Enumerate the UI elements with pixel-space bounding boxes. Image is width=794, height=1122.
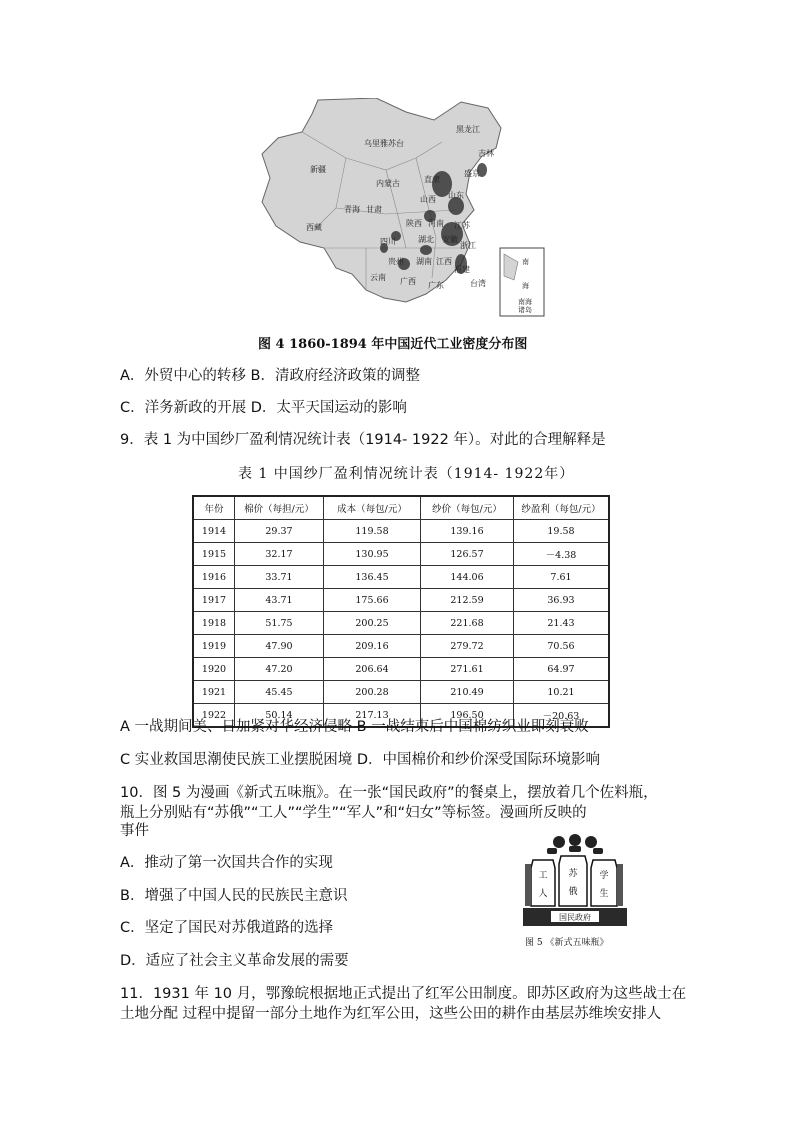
table-cell: 7.61 bbox=[514, 566, 610, 589]
bottle-label: 生 bbox=[599, 889, 609, 899]
map-label: 山西 bbox=[420, 195, 436, 204]
map-label: 西藏 bbox=[306, 223, 322, 232]
cotton-mill-profit-table bbox=[192, 495, 610, 728]
map-caption: 图 4 1860-1894 年中国近代工业密度分布图 bbox=[258, 337, 528, 352]
table-cell: 210.49 bbox=[421, 681, 514, 704]
map-label: 直隶 bbox=[424, 175, 440, 184]
table-cell: 212.59 bbox=[421, 589, 514, 612]
map-label: 广西 bbox=[400, 277, 416, 286]
table-cell: 175.66 bbox=[324, 589, 421, 612]
map-label: 内蒙古 bbox=[376, 179, 400, 188]
column-header: 纱价（每包/元） bbox=[421, 496, 514, 520]
map-label: 青海 bbox=[344, 205, 360, 214]
cartoon-caption: 图 5 《新式五味瓶》 bbox=[525, 938, 609, 948]
table-row bbox=[193, 658, 609, 681]
q8-option-ab: A．外贸中心的转移 B．清政府经济政策的调整 bbox=[120, 368, 420, 384]
q9-option-cd: C 实业救国思潮使民族工业摆脱困境 D．中国棉价和纱价深受国际环境影响 bbox=[120, 752, 601, 768]
table-cell: 1917 bbox=[193, 589, 235, 612]
table-cell: 206.64 bbox=[324, 658, 421, 681]
q11-line2: 土地分配 过程中提留一部分土地作为红军公田，这些公田的耕作由基层苏维埃安排人 bbox=[120, 1006, 662, 1022]
table-cell: 279.72 bbox=[421, 635, 514, 658]
table-cell: 139.16 bbox=[421, 520, 514, 543]
cartoon-table-label: 国民政府 bbox=[559, 913, 591, 922]
map-label: 河南 bbox=[428, 219, 444, 228]
map-label: 浙江 bbox=[460, 241, 476, 250]
table-cell: 47.20 bbox=[235, 658, 324, 681]
table-cell: 209.16 bbox=[324, 635, 421, 658]
table-cell: 64.97 bbox=[514, 658, 610, 681]
map-label: 江苏 bbox=[454, 221, 470, 230]
svg-text:海: 海 bbox=[522, 282, 529, 290]
table-cell: 70.56 bbox=[514, 635, 610, 658]
map-label: 湖南 bbox=[416, 257, 432, 266]
table-cell: 1921 bbox=[193, 681, 235, 704]
svg-text:南海: 南海 bbox=[518, 298, 532, 306]
q10-option-c: C．坚定了国民对苏俄道路的选择 bbox=[120, 920, 334, 936]
map-label: 台湾 bbox=[470, 279, 486, 288]
table-cell: 19.58 bbox=[514, 520, 610, 543]
table-cell: 119.58 bbox=[324, 520, 421, 543]
table-cell: 32.17 bbox=[235, 543, 324, 566]
table-cell: －20.63 bbox=[514, 704, 610, 728]
map-label: 湖北 bbox=[418, 235, 434, 244]
table-header-row bbox=[193, 496, 609, 520]
table-cell: 271.61 bbox=[421, 658, 514, 681]
map-label: 山东 bbox=[448, 191, 464, 200]
bottle-label: 工 bbox=[538, 871, 548, 881]
q11-line1: 11．1931 年 10 月，鄂豫皖根据地正式提出了红军公田制度。即苏区政府为这些战士在 bbox=[120, 986, 687, 1002]
table-row bbox=[193, 681, 609, 704]
column-header: 年份 bbox=[193, 496, 235, 520]
map-label: 福建 bbox=[454, 265, 470, 274]
table-cell: 45.45 bbox=[235, 681, 324, 704]
q10-stem-line2: 瓶上分别贴有“苏俄”“工人”“学生”“军人”和“妇女”等标签。漫画所反映的 bbox=[120, 805, 587, 821]
map-label: 安徽 bbox=[442, 235, 458, 244]
map-label: 四川 bbox=[380, 237, 396, 246]
map-label: 贵州 bbox=[388, 257, 404, 266]
map-label: 江西 bbox=[436, 257, 452, 266]
table-cell: 1919 bbox=[193, 635, 235, 658]
map-label: 云南 bbox=[370, 273, 386, 282]
bottle-label: 苏 bbox=[568, 869, 578, 879]
q9-stem: 9．表 1 为中国纱厂盈利情况统计表（1914- 1922 年）。对此的合理解释是 bbox=[120, 432, 606, 448]
table-cell: 1914 bbox=[193, 520, 235, 543]
map-label: 黑龙江 bbox=[456, 125, 480, 134]
five-flavor-bottle-cartoon bbox=[521, 834, 629, 929]
q10-option-a: A．推动了第一次国共合作的实现 bbox=[120, 855, 333, 871]
table-row bbox=[193, 566, 609, 589]
bottle-label: 学 bbox=[599, 871, 609, 881]
table-cell: 130.95 bbox=[324, 543, 421, 566]
q8-option-cd: C．洋务新政的开展 D．太平天国运动的影响 bbox=[120, 400, 407, 416]
table-cell: 217.13 bbox=[324, 704, 421, 728]
map-label: 甘肃 bbox=[366, 205, 382, 214]
map-label: 盛京 bbox=[464, 169, 480, 178]
table-cell: 51.75 bbox=[235, 612, 324, 635]
column-header: 纱盈利（每包/元） bbox=[514, 496, 610, 520]
table-cell: 126.57 bbox=[421, 543, 514, 566]
svg-text:南: 南 bbox=[522, 258, 529, 266]
table-cell: 200.25 bbox=[324, 612, 421, 635]
table-cell: 29.37 bbox=[235, 520, 324, 543]
map-label: 乌里雅苏台 bbox=[364, 139, 404, 148]
q10-stem-line3: 事件 bbox=[120, 823, 149, 839]
table-cell: 10.21 bbox=[514, 681, 610, 704]
table-cell: 36.93 bbox=[514, 589, 610, 612]
q10-stem-line1: 10．图 5 为漫画《新式五味瓶》。在一张“国民政府”的餐桌上，摆放着几个佐料瓶， bbox=[120, 785, 658, 801]
q9-option-ab: A 一战期间美、日加紧对华经济侵略 B 一战结束后中国棉纺织业即刻衰败 bbox=[120, 719, 589, 735]
table-cell: 43.71 bbox=[235, 589, 324, 612]
table-cell: 47.90 bbox=[235, 635, 324, 658]
table-cell: 200.28 bbox=[324, 681, 421, 704]
table-cell: 196.50 bbox=[421, 704, 514, 728]
table-cell: －4.38 bbox=[514, 543, 610, 566]
q10-option-d: D．适应了社会主义革命发展的需要 bbox=[120, 953, 349, 969]
table-cell: 1918 bbox=[193, 612, 235, 635]
bottle-label: 俄 bbox=[568, 887, 578, 897]
table-cell: 221.68 bbox=[421, 612, 514, 635]
table-row bbox=[193, 589, 609, 612]
table-cell: 50.14 bbox=[235, 704, 324, 728]
table-cell: 1920 bbox=[193, 658, 235, 681]
map-label: 新疆 bbox=[310, 165, 326, 174]
column-header: 成本（每包/元） bbox=[324, 496, 421, 520]
table-row bbox=[193, 543, 609, 566]
bottle-label: 人 bbox=[538, 889, 548, 899]
table-cell: 144.06 bbox=[421, 566, 514, 589]
south-sea-inset bbox=[500, 248, 544, 316]
table-cell: 1922 bbox=[193, 704, 235, 728]
table-cell: 1915 bbox=[193, 543, 235, 566]
table-cell: 136.45 bbox=[324, 566, 421, 589]
svg-text:诸岛: 诸岛 bbox=[518, 306, 532, 314]
table-row bbox=[193, 520, 609, 543]
map-label: 陕西 bbox=[406, 219, 422, 228]
q10-option-b: B．增强了中国人民的民族民主意识 bbox=[120, 888, 348, 904]
column-header: 棉价（每担/元） bbox=[235, 496, 324, 520]
table-caption: 表 1 中国纱厂盈利情况统计表（1914- 1922年） bbox=[238, 466, 575, 482]
table-cell: 21.43 bbox=[514, 612, 610, 635]
table-cell: 1916 bbox=[193, 566, 235, 589]
table-row bbox=[193, 635, 609, 658]
map-label: 广东 bbox=[428, 281, 444, 290]
table-row bbox=[193, 612, 609, 635]
map-label: 吉林 bbox=[478, 149, 494, 158]
china-industry-map bbox=[256, 98, 546, 320]
table-cell: 33.71 bbox=[235, 566, 324, 589]
